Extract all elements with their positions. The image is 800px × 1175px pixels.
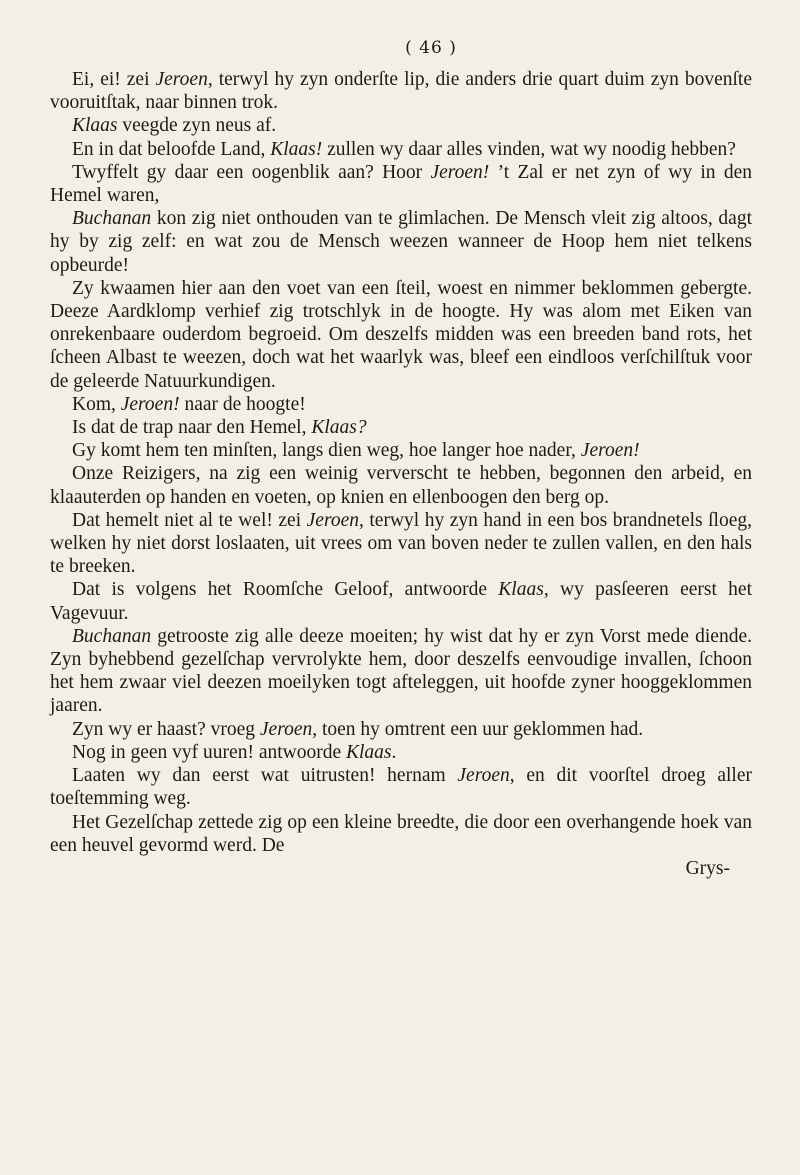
paragraph: Twyffelt gy daar een oogenblik aan? Hoor Jeroen! ’t Zal er net zyn of wy in den Hemel waren,: [50, 161, 753, 207]
paragraph: Het Gezelſchap zettede zig op een kleine breedte, die door een overhangende hoek van een heuvel gevormd werd. De: [50, 811, 752, 856]
page-number: ( 46 ): [405, 38, 457, 58]
paragraph: Ei, ei! zei Jeroen, terwyl hy zyn onderſte lip, die anders drie quart duim zyn bovenſte vooruitſtak, naar binnen trok.: [50, 69, 752, 114]
paragraph: Nog in geen vyf uuren! antwoorde Klaas.: [72, 741, 397, 763]
catchword: Grys-: [685, 857, 730, 879]
body-text: [50, 68, 752, 880]
paragraph: En in dat beloofde Land, Klaas! zullen wy daar alles vinden, wat wy noodig hebben?: [72, 138, 736, 160]
italic-name: Jeroen!: [120, 393, 180, 415]
italic-name: Jeroen: [155, 69, 208, 90]
paragraph: Laaten wy dan eerst wat uitrusten! hernam Jeroen, en dit voorſtel droeg aller toeſtemming weg.: [50, 765, 752, 810]
italic-name: Buchanan: [72, 208, 152, 230]
paragraph: Dat is volgens het Roomſche Geloof, antwoorde Klaas, wy pasſeeren eerst het Vagevuur.: [50, 579, 753, 624]
italic-name: Buchanan: [72, 625, 152, 647]
paragraph: Dat hemelt niet al te wel! zei Jeroen, terwyl hy zyn hand in een bos brandnetels ſloeg, welken hy niet dorst loslaaten, uit vrees om van boven neder te zullen vallen, en den hals te breeken.: [50, 509, 752, 578]
paragraph: Gy komt hem ten minſten, langs dien weg, hoe langer hoe nader, Jeroen!: [72, 440, 640, 462]
paragraph: Kom, Jeroen! naar de hoogte!: [72, 393, 306, 415]
italic-name: Jeroen: [259, 718, 313, 740]
italic-name: Klaas?: [311, 417, 367, 439]
paragraph: Klaas veegde zyn neus af.: [72, 115, 277, 137]
italic-name: Jeroen: [306, 509, 359, 531]
paragraph: Zy kwaamen hier aan den voet van een ſteil, woest en nimmer beklommen gebergte. Deeze Aardklomp verhief zig trotschlyk in de hoogte. Hy was alom met Eiken van onrekenbaare ouderdom begroeid. Om deszelfs midden was een breeden band rots, het ſcheen Albast te weezen, doch wat het waarlyk was, bleef een eindloos verſchilſtuk voor de geleerde Natuurkundigen.: [50, 277, 752, 392]
paragraph: Zyn wy er haast? vroeg Jeroen, toen hy omtrent een uur geklommen had.: [72, 718, 644, 740]
italic-name: Klaas: [72, 115, 118, 137]
italic-name: Jeroen: [457, 765, 510, 787]
italic-name: Klaas: [498, 579, 544, 601]
paragraph: Is dat de trap naar den Hemel, Klaas?: [72, 417, 367, 439]
italic-name: Jeroen!: [430, 161, 490, 183]
paragraph: Onze Reizigers, na zig een weinig ververscht te hebben, begonnen den arbeid, en klaauterden op handen en voeten, op knien en ellenboogen den berg op.: [50, 463, 752, 508]
italic-name: Jeroen!: [580, 440, 640, 462]
paragraph: Buchanan getrooste zig alle deeze moeiten; hy wist dat hy er zyn Vorst mede diende. Zyn byhebbend gezelſchap vervrolykte hem, door deszelfs eenvoudige invallen, ſchoon het hem zwaar viel deezen moeilyken togt afteleggen, uit hoofde zyner hooggeklommen jaaren.: [50, 625, 752, 717]
italic-name: Klaas: [346, 741, 392, 763]
italic-name: Klaas!: [270, 138, 323, 160]
paragraph: Buchanan kon zig niet onthouden van te glimlachen. De Mensch vleit zig altoos, dagt hy by zig zelf: en wat zou de Mensch weezen wanneer de Hoop hem niet telkens opbeurde!: [50, 208, 752, 276]
